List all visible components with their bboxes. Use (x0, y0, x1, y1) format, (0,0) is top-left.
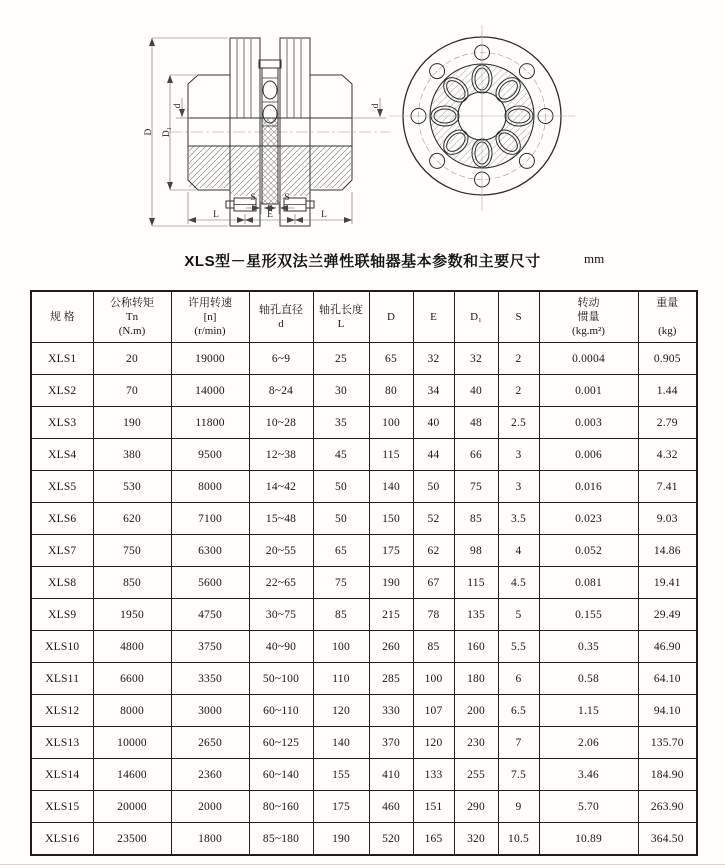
dim-label-l-right: L (321, 210, 327, 220)
dim-label-s-left: S (250, 193, 256, 203)
column-header-length-l: 轴孔长度 L (313, 291, 369, 343)
table-cell: 115 (369, 439, 413, 471)
table-cell: 3750 (171, 631, 249, 663)
table-cell: 3.5 (498, 503, 539, 535)
table-cell: 2.06 (539, 727, 638, 759)
table-cell: 4750 (171, 599, 249, 631)
table-cell: XLS15 (31, 791, 93, 823)
table-cell: 48 (454, 407, 498, 439)
table-cell: 135 (454, 599, 498, 631)
title-row (0, 250, 725, 274)
table-cell: 330 (369, 695, 413, 727)
table-cell: 85 (313, 599, 369, 631)
table-cell: XLS7 (31, 535, 93, 567)
table-cell: 180 (454, 663, 498, 695)
table-cell: 32 (454, 343, 498, 375)
crosshair-centerlines (389, 25, 575, 211)
table-cell: 1.44 (638, 375, 697, 407)
table-row (31, 695, 697, 727)
table-cell: 2.79 (638, 407, 697, 439)
table-cell: 9 (498, 791, 539, 823)
table-cell: 30~75 (249, 599, 313, 631)
table-cell: 120 (313, 695, 369, 727)
section-hatching (189, 119, 351, 204)
table-cell: 25 (313, 343, 369, 375)
table-cell: 290 (454, 791, 498, 823)
table-cell: XLS10 (31, 631, 93, 663)
table-cell: 94.10 (638, 695, 697, 727)
table-cell: 0.001 (539, 375, 638, 407)
table-cell: 380 (93, 439, 171, 471)
table-cell: XLS8 (31, 567, 93, 599)
table-cell: 2 (498, 343, 539, 375)
table-cell: 260 (369, 631, 413, 663)
table-cell: 620 (93, 503, 171, 535)
table-cell: 3 (498, 439, 539, 471)
table-cell: 115 (454, 567, 498, 599)
table-cell: 45 (313, 439, 369, 471)
table-body (31, 343, 697, 856)
table-cell: 100 (369, 407, 413, 439)
table-row (31, 375, 697, 407)
table-cell: 255 (454, 759, 498, 791)
table-cell: 530 (93, 471, 171, 503)
table-cell: 40~90 (249, 631, 313, 663)
dim-label-D1: D₁ (162, 126, 172, 138)
table-cell: 60~125 (249, 727, 313, 759)
table-cell: 46.90 (638, 631, 697, 663)
table-cell: 65 (313, 535, 369, 567)
table-cell: 7 (498, 727, 539, 759)
table-cell: 6~9 (249, 343, 313, 375)
table-cell: 2.5 (498, 407, 539, 439)
table-header-row (31, 291, 697, 343)
table-cell: 263.90 (638, 791, 697, 823)
dim-label-d-left: d (173, 103, 183, 109)
table-cell: 14.86 (638, 535, 697, 567)
table-cell: 14600 (93, 759, 171, 791)
table-cell: 14~42 (249, 471, 313, 503)
table-cell: 7.41 (638, 471, 697, 503)
table-cell: 7.5 (498, 759, 539, 791)
table-row (31, 343, 697, 375)
table-cell: 10.5 (498, 823, 539, 856)
column-header-torque: 公称转矩 Tn (N.m) (93, 291, 171, 343)
spec-table-container (30, 290, 698, 856)
table-cell: 6.5 (498, 695, 539, 727)
table-cell: 5.70 (539, 791, 638, 823)
table-cell: 78 (413, 599, 454, 631)
table-cell: 5.5 (498, 631, 539, 663)
table-row (31, 567, 697, 599)
column-header-dim-D1: D₁ (454, 291, 498, 343)
table-cell: 14000 (171, 375, 249, 407)
table-cell: 2000 (171, 791, 249, 823)
table-cell: 5 (498, 599, 539, 631)
table-cell: 35 (313, 407, 369, 439)
table-cell: 4.32 (638, 439, 697, 471)
table-cell: 0.155 (539, 599, 638, 631)
table-cell: 8000 (171, 471, 249, 503)
table-row (31, 599, 697, 631)
table-cell: 0.0004 (539, 343, 638, 375)
table-cell: 20000 (93, 791, 171, 823)
table-cell: 107 (413, 695, 454, 727)
table-cell: 29.49 (638, 599, 697, 631)
table-cell: 3350 (171, 663, 249, 695)
table-cell: 150 (369, 503, 413, 535)
table-cell: 30 (313, 375, 369, 407)
table-cell: 0.023 (539, 503, 638, 535)
table-cell: 750 (93, 535, 171, 567)
table-cell: 11800 (171, 407, 249, 439)
table-cell: 0.052 (539, 535, 638, 567)
table-cell: 10~28 (249, 407, 313, 439)
table-cell: 66 (454, 439, 498, 471)
table-cell: 9.03 (638, 503, 697, 535)
unit-label: mm (584, 251, 605, 266)
table-cell: 100 (313, 631, 369, 663)
column-header-weight: 重量 (kg) (638, 291, 697, 343)
table-cell: 175 (369, 535, 413, 567)
table-cell: 15~48 (249, 503, 313, 535)
table-cell: 133 (413, 759, 454, 791)
table-cell: 23500 (93, 823, 171, 856)
table-cell: XLS12 (31, 695, 93, 727)
table-row (31, 791, 697, 823)
table-cell: 50~100 (249, 663, 313, 695)
column-header-bore-d: 轴孔直径 d (249, 291, 313, 343)
table-cell: 1.15 (539, 695, 638, 727)
table-cell: 85 (454, 503, 498, 535)
table-cell: 4.5 (498, 567, 539, 599)
table-cell: 34 (413, 375, 454, 407)
table-cell: 19000 (171, 343, 249, 375)
column-header-dim-S: S (498, 291, 539, 343)
table-cell: 200 (454, 695, 498, 727)
table-cell: 8000 (93, 695, 171, 727)
table-cell: XLS1 (31, 343, 93, 375)
table-cell: XLS16 (31, 823, 93, 856)
table-cell: 5600 (171, 567, 249, 599)
table-cell: 9500 (171, 439, 249, 471)
table-cell: 285 (369, 663, 413, 695)
table-cell: 140 (369, 471, 413, 503)
table-cell: XLS3 (31, 407, 93, 439)
table-cell: 410 (369, 759, 413, 791)
table-cell: 320 (454, 823, 498, 856)
table-cell: 20~55 (249, 535, 313, 567)
table-cell: 110 (313, 663, 369, 695)
dim-label-s-right: S (284, 193, 290, 203)
table-cell: 155 (313, 759, 369, 791)
table-cell: 50 (413, 471, 454, 503)
table-cell: 140 (313, 727, 369, 759)
table-row (31, 471, 697, 503)
table-cell: 8~24 (249, 375, 313, 407)
table-cell: XLS5 (31, 471, 93, 503)
table-cell: 3000 (171, 695, 249, 727)
table-cell: 100 (413, 663, 454, 695)
table-cell: 10000 (93, 727, 171, 759)
table-cell: 6600 (93, 663, 171, 695)
table-cell: 135.70 (638, 727, 697, 759)
table-cell: 20 (93, 343, 171, 375)
table-cell: 120 (413, 727, 454, 759)
table-cell: XLS6 (31, 503, 93, 535)
spec-table (30, 290, 698, 856)
table-cell: 520 (369, 823, 413, 856)
table-cell: 0.905 (638, 343, 697, 375)
coupling-section-drawing (118, 18, 398, 236)
column-header-inertia: 转动 惯量 (kg.m²) (539, 291, 638, 343)
table-cell: 85 (413, 631, 454, 663)
dim-label-D: D (144, 128, 154, 136)
table-cell: 70 (93, 375, 171, 407)
table-cell: 52 (413, 503, 454, 535)
table-cell: 75 (313, 567, 369, 599)
table-cell: 160 (454, 631, 498, 663)
dim-label-e: E (267, 210, 273, 220)
table-cell: 40 (454, 375, 498, 407)
table-row (31, 439, 697, 471)
table-row (31, 503, 697, 535)
page-title: XLS型－星形双法兰弹性联轴器基本参数和主要尺寸 (184, 253, 541, 270)
column-header-dim-D: D (369, 291, 413, 343)
table-cell: 215 (369, 599, 413, 631)
table-row (31, 727, 697, 759)
table-cell: 0.081 (539, 567, 638, 599)
table-cell: 65 (369, 343, 413, 375)
page-edge-line (0, 864, 725, 865)
table-row (31, 823, 697, 856)
table-cell: 190 (93, 407, 171, 439)
table-cell: 4800 (93, 631, 171, 663)
table-cell: 62 (413, 535, 454, 567)
table-cell: 190 (369, 567, 413, 599)
table-cell: XLS11 (31, 663, 93, 695)
table-cell: 4 (498, 535, 539, 567)
table-row (31, 407, 697, 439)
table-cell: 1800 (171, 823, 249, 856)
table-cell: 50 (313, 503, 369, 535)
column-header-speed: 许用转速 [n] (r/min) (171, 291, 249, 343)
table-cell: 0.003 (539, 407, 638, 439)
dim-label-d-right: d (371, 103, 381, 109)
table-cell: 151 (413, 791, 454, 823)
table-cell: 0.58 (539, 663, 638, 695)
table-cell: 230 (454, 727, 498, 759)
table-cell: 850 (93, 567, 171, 599)
table-cell: 0.006 (539, 439, 638, 471)
table-cell: 3 (498, 471, 539, 503)
table-cell: 165 (413, 823, 454, 856)
table-cell: 0.016 (539, 471, 638, 503)
table-cell: 2360 (171, 759, 249, 791)
table-cell: XLS4 (31, 439, 93, 471)
table-cell: 460 (369, 791, 413, 823)
table-cell: 6 (498, 663, 539, 695)
column-header-spec: 规 格 (31, 291, 93, 343)
column-header-dim-E: E (413, 291, 454, 343)
table-cell: 40 (413, 407, 454, 439)
table-cell: 80~160 (249, 791, 313, 823)
dim-label-l-left: L (213, 210, 219, 220)
table-cell: 80 (369, 375, 413, 407)
table-row (31, 663, 697, 695)
table-cell: 364.50 (638, 823, 697, 856)
table-cell: 175 (313, 791, 369, 823)
table-cell: XLS9 (31, 599, 93, 631)
table-cell: 12~38 (249, 439, 313, 471)
table-cell: 370 (369, 727, 413, 759)
table-cell: 44 (413, 439, 454, 471)
table-cell: 184.90 (638, 759, 697, 791)
table-cell: 85~180 (249, 823, 313, 856)
table-row (31, 535, 697, 567)
table-cell: XLS2 (31, 375, 93, 407)
coupling-front-drawing (387, 23, 577, 213)
table-cell: 60~110 (249, 695, 313, 727)
table-cell: 2650 (171, 727, 249, 759)
table-cell: 22~65 (249, 567, 313, 599)
table-row (31, 631, 697, 663)
table-cell: 3.46 (539, 759, 638, 791)
table-cell: 19.41 (638, 567, 697, 599)
table-row (31, 759, 697, 791)
table-cell: XLS14 (31, 759, 93, 791)
table-cell: 60~140 (249, 759, 313, 791)
table-cell: XLS13 (31, 727, 93, 759)
table-cell: 7100 (171, 503, 249, 535)
table-cell: 190 (313, 823, 369, 856)
table-cell: 98 (454, 535, 498, 567)
table-cell: 2 (498, 375, 539, 407)
table-cell: 64.10 (638, 663, 697, 695)
table-cell: 67 (413, 567, 454, 599)
table-cell: 75 (454, 471, 498, 503)
table-cell: 10.89 (539, 823, 638, 856)
table-cell: 0.35 (539, 631, 638, 663)
table-cell: 1950 (93, 599, 171, 631)
table-cell: 32 (413, 343, 454, 375)
table-cell: 50 (313, 471, 369, 503)
table-cell: 6300 (171, 535, 249, 567)
